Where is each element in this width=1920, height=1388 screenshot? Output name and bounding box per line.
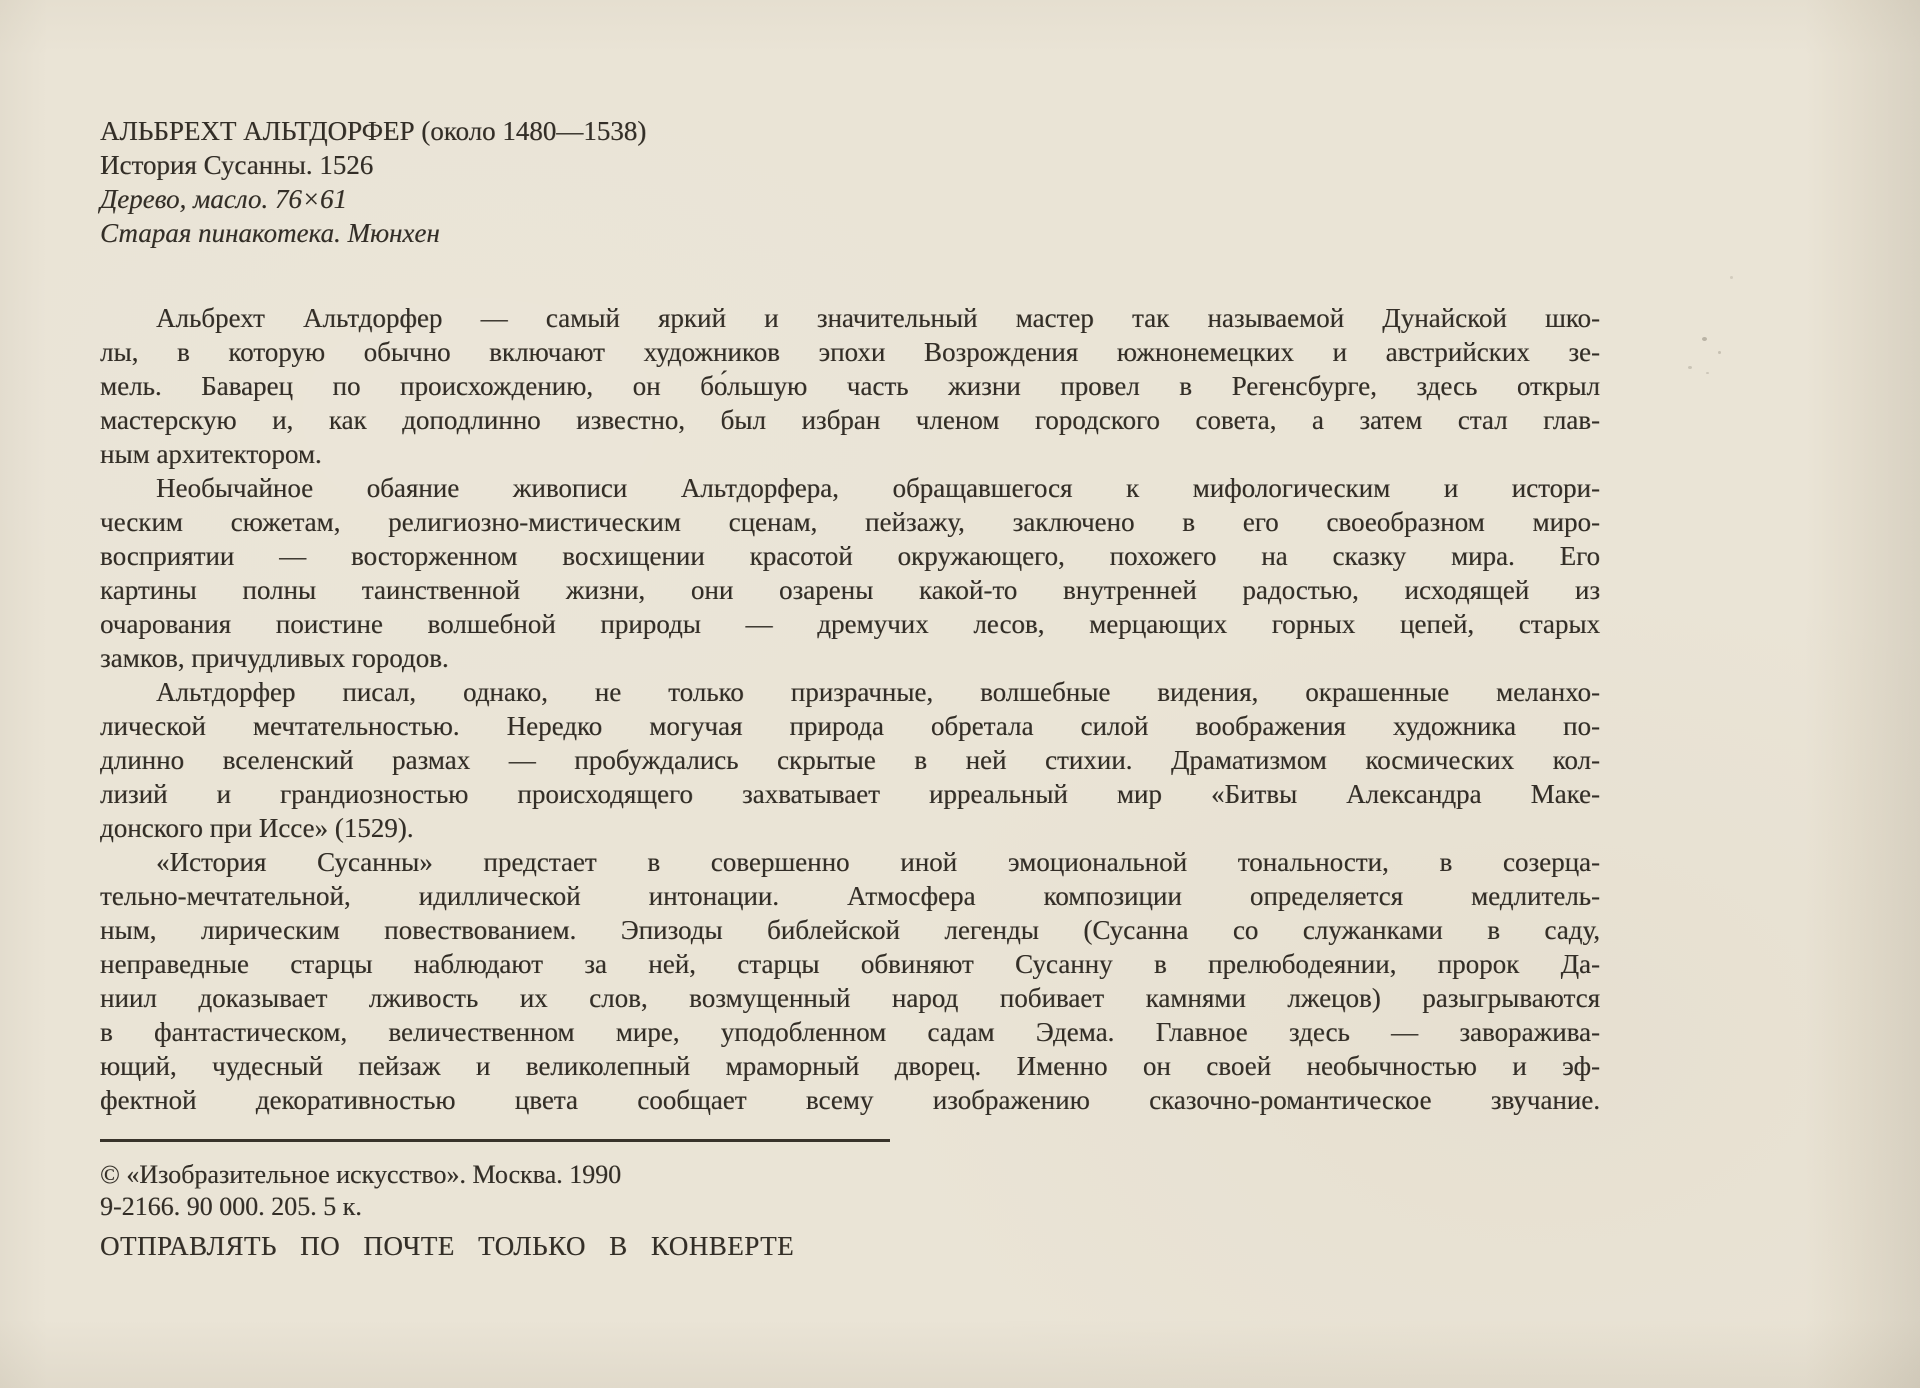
artwork-title-line: История Сусанны. 1526: [100, 150, 374, 180]
artist-line: АЛЬБРЕХТ АЛЬТДОРФЕР (около 1480—1538): [100, 116, 647, 146]
body-text-line: ющий, чудесный пейзаж и великолепный мраморный дворец. Именно он своей необычностью и эф-: [100, 1051, 1600, 1081]
body-text-line: Альбрехт Альтдорфер — самый яркий и значительный мастер так называемой Дунайской шко-: [156, 303, 1600, 333]
body-text-line: «История Сусанны» предстает в совершенно иной эмоциональной тональности, в созерца-: [156, 847, 1600, 877]
paragraph: [100, 301, 1600, 471]
body-text-line: неправедные старцы наблюдают за ней, старцы обвиняют Сусанну в прелюбодеянии, пророк Да-: [100, 949, 1600, 979]
body-text-line: ным, лирическим повествованием. Эпизоды библейской легенды (Сусанна со служанками в саду,: [100, 915, 1600, 945]
body-text-line: тельно-мечтательной, идиллической интонации. Атмосфера композиции определяется медлитель-: [100, 881, 1600, 911]
caption-block: [100, 114, 646, 250]
paper-speckle: [1688, 366, 1692, 369]
paragraph: [100, 675, 1600, 845]
body-text-line: восприятии — восторженном восхищении красотой окружающего, похожего на сказку мира. Его: [100, 541, 1600, 571]
catalog-number-line: 9-2166. 90 000. 205. 5 к.: [100, 1192, 362, 1221]
paper-speckle: [1730, 276, 1733, 279]
copyright-line: © «Изобразительное искусство». Москва. 1990: [100, 1160, 622, 1189]
essay-text: [100, 301, 1600, 1117]
body-text-line: лы, в которую обычно включают художников эпохи Возрождения южнонемецких и австрийских зе-: [100, 337, 1600, 367]
body-text-line: мастерскую и, как доподлинно известно, был избран членом городского совета, а затем стал глав-: [100, 405, 1600, 435]
paragraph: [100, 845, 1600, 1117]
body-text-line: Альтдорфер писал, однако, не только призрачные, волшебные видения, окрашенные меланхо-: [156, 677, 1600, 707]
body-text-line: Необычайное обаяние живописи Альтдорфера, обращавшегося к мифологическим и истори-: [156, 473, 1600, 503]
body-text-line: лизий и грандиозностью происходящего захватывает ирреальный мир «Битвы Александра Маке-: [100, 779, 1600, 809]
body-text-line: донского при Иссе» (1529).: [100, 813, 414, 843]
body-text-line: ческим сюжетам, религиозно-мистическим сценам, пейзажу, заключено в его своеобразном миро-: [100, 507, 1600, 537]
body-text-line: ниил доказывает лживость их слов, возмущенный народ побивает камнями лжецов) разыгрываются: [100, 983, 1600, 1013]
postal-notice: ОТПРАВЛЯТЬ ПО ПОЧТЕ ТОЛЬКО В КОНВЕРТЕ: [100, 1231, 795, 1261]
paper-speckle: [1718, 351, 1721, 354]
body-text-line: мель. Баварец по происхождению, он бо́льшую часть жизни провел в Регенсбурге, здесь открыл: [100, 371, 1600, 401]
body-text-line: фектной декоративностью цвета сообщает всему изображению сказочно-романтическое звучание.: [100, 1085, 1600, 1115]
body-text-line: картины полны таинственной жизни, они озарены какой-то внутренней радостью, исходящей из: [100, 575, 1600, 605]
paper-speckle: [1706, 372, 1709, 374]
museum-line: Старая пинакотека. Мюнхен: [100, 218, 440, 248]
body-text-line: замков, причудливых городов.: [100, 643, 449, 673]
body-text-line: ным архитектором.: [100, 439, 322, 469]
body-text-line: очарования поистине волшебной природы — дремучих лесов, мерцающих горных цепей, старых: [100, 609, 1600, 639]
footer-divider-rule: [100, 1139, 890, 1142]
body-text-line: лической мечтательностью. Нередко могучая природа обретала силой воображения художника по-: [100, 711, 1600, 741]
body-text-line: в фантастическом, величественном мире, уподобленном садам Эдема. Главное здесь — заворажива-: [100, 1017, 1600, 1047]
medium-line: Дерево, масло. 76×61: [100, 184, 348, 214]
paper-speckle: [1702, 337, 1707, 341]
paragraph: [100, 471, 1600, 675]
body-text-line: длинно вселенский размах — пробуждались скрытые в ней стихии. Драматизмом космических кол-: [100, 745, 1600, 775]
